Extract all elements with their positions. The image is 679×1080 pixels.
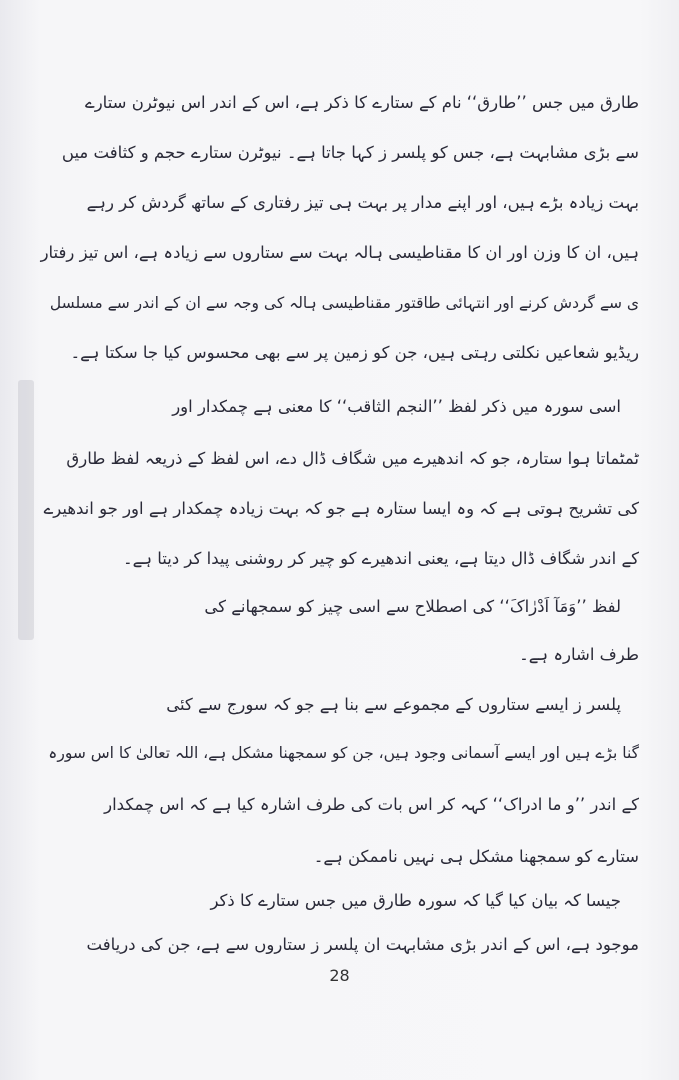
text-line: کی تشریح ہوتی ہے کہ وہ ایسا ستارہ ہے جو کہ بہت زیادہ چمکدار ہے اور جو اندھیرے <box>43 499 639 518</box>
text-line: لفظ ’’وَمَآ اَدْرٰاکَ‘‘ کی اصطلاح سے اسی چیز کو سمجھانے کی <box>204 597 621 616</box>
text-line: کے اندر ’’و ما ادراک‘‘ کہہ کر اس بات کی طرف اشارہ کیا ہے کہ اس چمکدار <box>104 795 639 814</box>
text-line: گنا بڑے ہیں اور ایسے آسمانی وجود ہیں، جن کو سمجھنا مشکل ہے، اللہ تعالیٰ کا اس سورہ <box>48 744 639 762</box>
text-line: کے اندر شگاف ڈال دیتا ہے، یعنی اندھیرے کو چیر کر روشنی پیدا کر دیتا ہے۔ <box>122 549 639 568</box>
text-line: ی سے گردش کرنے اور انتہائی طاقتور مقناطیسی ہالہ کی وجہ سے ان کے اندر سے مسلسل <box>49 294 639 312</box>
text-line: ہیں، ان کا وزن اور ان کا مقناطیسی ہالہ بہت سے ستاروں سے زیادہ ہے، اس تیز رفتار <box>40 243 639 262</box>
text-line: ستارے کو سمجھنا مشکل ہی نہیں ناممکن ہے۔ <box>313 847 639 866</box>
text-line: طارق میں جس ’’طارق‘‘ نام کے ستارے کا ذکر ہے، اس کے اندر اس نیوٹرن ستارے <box>85 93 639 112</box>
binding-shadow <box>18 380 34 640</box>
text-line: پلسر ز ایسے ستاروں کے مجموعے سے بنا ہے جو کہ سورج سے کئی <box>166 695 621 714</box>
text-line: بہت زیادہ بڑے ہیں، اور اپنے مدار پر بہت ہی تیز رفتاری کے ساتھ گردش کر رہے <box>86 193 639 212</box>
text-line: سے بڑی مشابہت ہے، جس کو پلسر ز کہا جاتا ہے۔ نیوٹرن ستارے حجم و کثافت میں <box>61 143 639 162</box>
text-line: طرف اشارہ ہے۔ <box>519 645 639 664</box>
text-line: ٹمٹماتا ہوا ستارہ، جو کہ اندھیرے میں شگاف ڈال دے، اس لفظ کے ذریعہ لفظ طارق <box>66 449 639 468</box>
text-line: اسی سورہ میں ذکر لفظ ’’النجم الثاقب‘‘ کا معنی ہے چمکدار اور <box>172 397 621 416</box>
text-line: ریڈیو شعاعیں نکلتی رہتی ہیں، جن کو زمین پر سے بھی محسوس کیا جا سکتا ہے۔ <box>70 343 639 362</box>
text-line: موجود ہے، اس کے اندر بڑی مشابہت ان پلسر ز ستاروں سے ہے، جن کی دریافت <box>86 935 639 954</box>
page-number: 28 <box>329 966 350 985</box>
text-line: جیسا کہ بیان کیا گیا کہ سورہ طارق میں جس ستارے کا ذکر <box>210 891 621 910</box>
